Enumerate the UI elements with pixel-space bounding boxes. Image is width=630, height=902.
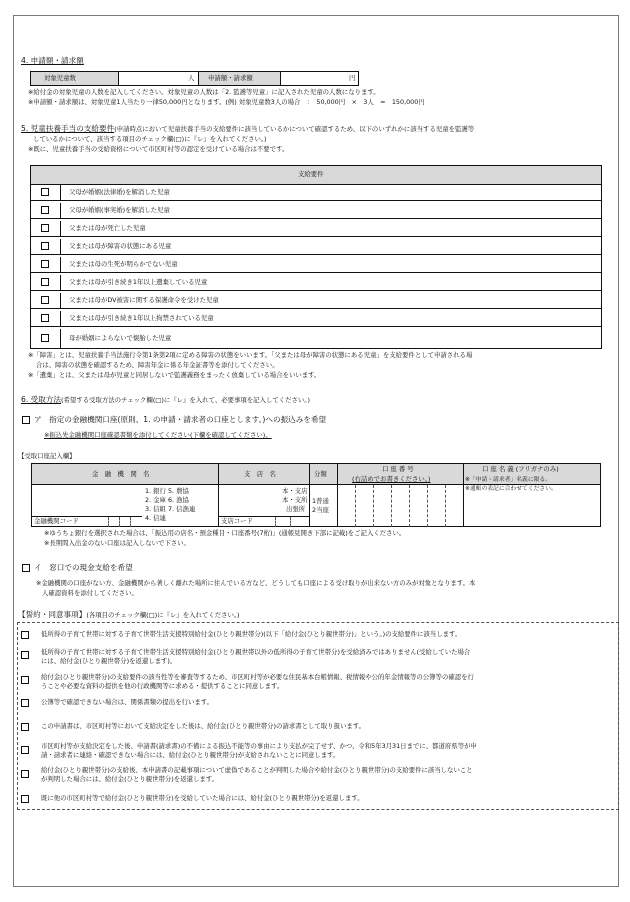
- section5-note-1b: 合は、障害の状態を確認するため、障害年金に係る年金証書等を添付してください。: [36, 361, 279, 369]
- pledge-text: には、給付金(ひとり親世帯分)を返還します)。: [41, 657, 177, 665]
- header-account-holder: 口 座 名 義 (フリガナのみ): [482, 465, 559, 473]
- unit-person: 人: [188, 74, 195, 82]
- pledge-text: 低所得の子育て世帯に対する子育て世帯生活支援特別給付金(ひとり親世帯以外の低所得の子育て世帯分)を受給済みではありません(受給していた場合: [41, 648, 471, 656]
- bank-type-line2: 2. 金庫 6. 漁協: [145, 496, 189, 504]
- requirement-row[interactable]: [31, 311, 601, 327]
- requirement-checkbox[interactable]: [41, 296, 49, 304]
- section6-title: 6. 受取方法: [21, 395, 62, 404]
- requirement-label: 父または母の生死が明らかでない児童: [69, 260, 178, 268]
- pledge-text: 低所得の子育て世帯に対する子育て世帯生活支援特別給付金(ひとり親世帯分)(以下「給付金(ひとり親世帯分)」という。)の支給要件に該当します。: [41, 630, 462, 638]
- pledge-checkbox[interactable]: [21, 651, 29, 659]
- pledge-checkbox[interactable]: [21, 746, 29, 754]
- requirement-label: 父または母が障害の状態にある児童: [69, 242, 172, 250]
- header-account-type: 分類: [314, 470, 327, 478]
- header-account-number: 口 座 番 号: [382, 465, 414, 473]
- branch-name-field[interactable]: [219, 485, 279, 515]
- header-branch-name: 支 店 名: [244, 470, 276, 478]
- pledge-checkbox[interactable]: [21, 676, 29, 684]
- requirement-row[interactable]: [31, 329, 601, 348]
- label-children-count: 対象児童数: [44, 74, 76, 82]
- pledge-text: 公簿等で確認できない場合は、関係書類の提出を行います。: [41, 698, 214, 706]
- requirement-label: 父または母が引き続き1年以上遺棄している児童: [69, 278, 208, 286]
- option-a-checkbox[interactable]: [22, 416, 30, 424]
- pledge-title: 【誓約・同意事項】: [18, 610, 87, 619]
- bank-name-field[interactable]: [32, 485, 142, 515]
- requirement-label: 父または母がDV被害に関する保護命令を受けた児童: [69, 296, 219, 304]
- branch-type-line2: 本・支所: [282, 496, 308, 504]
- requirement-checkbox[interactable]: [41, 334, 49, 342]
- account-type-2[interactable]: 2当座: [312, 506, 329, 514]
- requirement-label: 父または母が死亡した児童: [69, 224, 146, 232]
- pledge-heading: [18, 610, 240, 620]
- requirement-checkbox[interactable]: [41, 188, 49, 196]
- option-i-label: イ 窓口での現金支給を希望: [34, 563, 133, 572]
- account-type-1[interactable]: 1普通: [312, 497, 329, 505]
- pledge-text: 給付金(ひとり親世帯分)の支給要件の該当性等を審査等するため、市区町村等が必要な住民基本台帳情報、税情報や公的年金情報等の公簿等の確認を行: [41, 673, 474, 681]
- branch-code-field[interactable]: [262, 517, 309, 527]
- branch-type-line3: 出張所: [286, 505, 306, 513]
- section5-note-1a: ※「障害」とは、児童扶養手当法施行令第1条第2項に定める障害の状態をいいます。「父または母が障害の状態にある児童」を支給要件として申請される場: [28, 351, 473, 359]
- pledge-title-suffix: (各項目のチェック欄(□)に『レ』を入れてください。): [86, 611, 240, 619]
- section6-heading: [21, 395, 310, 405]
- requirement-checkbox[interactable]: [41, 206, 49, 214]
- pledge-checkbox[interactable]: [21, 631, 29, 639]
- header-bank-name: 金 融 機 関 名: [92, 470, 150, 478]
- option-i-note-2: 人確認資料を添付してください。: [42, 589, 138, 597]
- account-note-2: ※長期間入出金のない口座は記入しないで下さい。: [44, 539, 190, 547]
- section5-note-2: ※「遺棄」とは、父または母が児童と同居しないで監護義務をまったく放棄している場合をいいます。: [28, 371, 321, 379]
- branch-type-line1: 本・支店: [282, 487, 308, 495]
- branch-code-label: 支店コード: [221, 517, 253, 525]
- section5-heading: [21, 124, 474, 134]
- pledge-text: うことや必要な資料の提供を他の行政機関等に求める・提供することに同意します。: [41, 682, 284, 690]
- requirement-checkbox[interactable]: [41, 224, 49, 232]
- pledge-text: が判明した場合には、給付金(ひとり親世帯分)を返還します。: [41, 775, 219, 783]
- section5-title: 5. 児童扶養手当の支給要件: [21, 124, 115, 133]
- bank-type-line1: 1. 銀行 5. 農協: [145, 487, 189, 495]
- bank-code-label: 金融機関コード: [34, 517, 79, 525]
- requirement-label: 父または母が引き続き1年以上拘禁されている児童: [69, 314, 214, 322]
- section4-title: 4. 申請額・請求額: [21, 56, 84, 65]
- option-i-note-1: ※金融機関の口座がない方、金融機関から著しく離れた場所に住んでいる方など、どうしても口座による受け取りが出来ない方のみが対象となります。本: [36, 579, 476, 587]
- account-caption: 【受取口座記入欄】: [18, 452, 76, 460]
- requirement-checkbox[interactable]: [41, 242, 49, 250]
- section5-title-suffix: (申請時点において児童扶養手当の支給要件に該当しているかについて確認するため、以下のいずれかに該当する児童を監護等: [114, 125, 475, 133]
- children-count-field[interactable]: [119, 72, 199, 85]
- requirement-checkbox[interactable]: [41, 260, 49, 268]
- option-i-checkbox[interactable]: [22, 564, 30, 572]
- requirement-row[interactable]: [31, 203, 601, 219]
- amount-table: [30, 71, 359, 86]
- requirement-row[interactable]: [31, 293, 601, 309]
- requirement-row[interactable]: [31, 275, 601, 291]
- requirement-checkbox[interactable]: [41, 278, 49, 286]
- account-holder-field[interactable]: [464, 494, 600, 526]
- pledge-text: この申請書は、市区町村等において支給決定をした後は、給付金(ひとり親世帯分)の請求書として取り扱います。: [41, 722, 366, 730]
- requirement-row[interactable]: [31, 185, 601, 201]
- requirements-header-label: 支給要件: [298, 170, 324, 178]
- account-number-field[interactable]: [338, 485, 463, 527]
- requirement-checkbox[interactable]: [41, 314, 49, 322]
- pledge-checkbox[interactable]: [21, 723, 29, 731]
- option-a-note: ※振込先金融機関口座確認書類を添付してください(下欄を確認してください)。: [44, 431, 272, 439]
- requirement-label: 父母が婚姻(事実婚)を解消した児童: [69, 206, 170, 214]
- bank-type-line4: 4. 信連: [145, 514, 166, 522]
- option-a-label: ア 指定の金融機関口座(原則、1. の申請・請求者の口座とします。)への振込みを希望: [34, 415, 327, 424]
- pledge-text: 請・請求者に連絡・確認できない場合には、給付金(ひとり親世帯分)が支給されないことに同意します。: [41, 751, 340, 759]
- section4-note-1: ※給付金の対象児童の人数を記入してください。対象児童の人数は「2. 監護等児童」に記入された児童の人数になります。: [28, 88, 380, 96]
- bank-type-line3: 3. 信組 7. 信漁連: [145, 505, 196, 513]
- section6-title-suffix: (希望する受取方法のチェック欄(□)に『レ』を入れて、必要事項を記入してください。): [61, 396, 310, 404]
- label-amount: 申請額・請求額: [208, 74, 253, 82]
- pledge-text: 市区町村等が支給決定をした後、申請書(請求書)の不備による振込不能等の事由により支払が完了せず、かつ、令和5年3月31日までに、都道府県等が申: [41, 742, 477, 750]
- holder-note-1: ※「申請・請求者」名義に限る。: [465, 477, 552, 483]
- section4-note-2: ※申請額・請求額は、対象児童1人当たり一律50,000円となります。(例) 対象児童数3人の場合 ： 50,000円 × 3人 = 150,000円: [28, 98, 425, 106]
- pledge-checkbox[interactable]: [21, 699, 29, 707]
- account-note-1: ※ゆうちょ銀行を選択された場合は、「振込用の店名・預金種目・口座番号(7桁)」(通帳見開き下部に記載)をご記入ください。: [44, 529, 406, 537]
- pledge-checkbox[interactable]: [21, 795, 29, 803]
- requirement-row[interactable]: [31, 257, 601, 273]
- pledge-text: 既に他の市区町村等で給付金(ひとり親世帯分)を受給していた場合には、給付金(ひとり親世帯分)を返還します。: [41, 794, 364, 802]
- requirement-row[interactable]: [31, 221, 601, 237]
- header-account-number-sub: (右詰めでお書きください。): [352, 475, 431, 483]
- amount-field[interactable]: [281, 72, 359, 85]
- holder-note-2: ※通帳の表記に合わせてください。: [465, 486, 557, 492]
- section5-line3: ※既に、児童扶養手当の受給資格について市区町村等の認定を受けている場合は不要です。: [28, 145, 289, 153]
- requirement-label: 母が婚姻によらないで懐胎した児童: [69, 334, 172, 342]
- unit-yen: 円: [349, 74, 356, 82]
- requirement-row[interactable]: [31, 239, 601, 255]
- pledge-text: 給付金(ひとり親世帯分)の支給後、本申請書の記載事項について虚偽であることが判明した場合や給付金(ひとり親世帯分)の支給要件に該当しないこと: [41, 766, 473, 774]
- section5-line2: しているかについて、該当する項目のチェック欄(□)に『レ』を入れてください。): [33, 135, 267, 143]
- requirement-label: 父母が婚姻(法律婚)を解消した児童: [69, 188, 170, 196]
- pledge-checkbox[interactable]: [21, 770, 29, 778]
